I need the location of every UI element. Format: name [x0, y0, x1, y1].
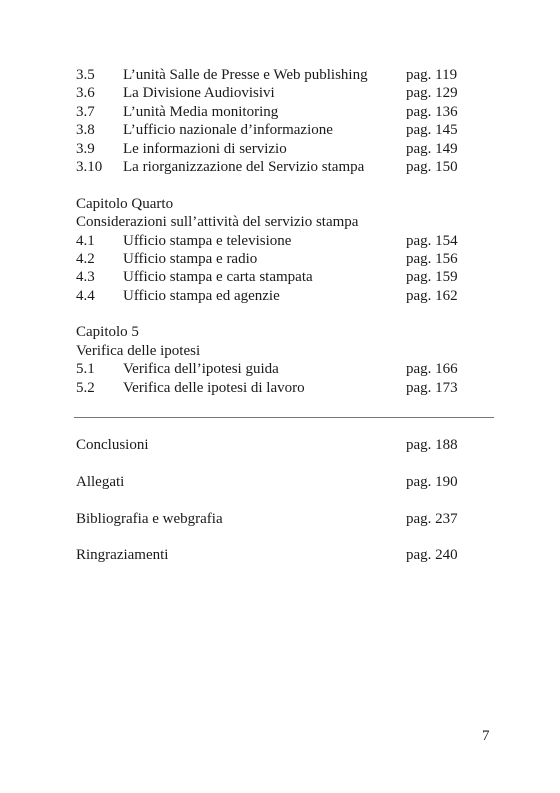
- chapter-title: Considerazioni sull’attività del servizio stampa: [76, 214, 359, 231]
- back-matter-title: Conclusioni: [76, 437, 149, 453]
- page-number: 7: [482, 728, 490, 744]
- toc-entry: [76, 103, 496, 121]
- section-number: 3.6: [76, 85, 95, 102]
- page-reference: pag. 129: [406, 85, 458, 102]
- section-number: 4.2: [76, 250, 95, 267]
- horizontal-divider: [74, 417, 494, 418]
- page-reference: pag. 145: [406, 122, 458, 139]
- toc-entry: [76, 546, 496, 583]
- table-of-contents: [76, 66, 496, 397]
- section-number: 3.10: [76, 158, 103, 175]
- section-number: 3.7: [76, 103, 95, 120]
- page-reference: pag. 188: [406, 437, 458, 453]
- toc-entry: [76, 360, 496, 378]
- page-reference: pag. 150: [406, 158, 458, 175]
- toc-entry: [76, 66, 496, 84]
- back-matter-title: Ringraziamenti: [76, 547, 169, 564]
- back-matter-title: Bibliografia e webgrafia: [76, 510, 223, 527]
- page-reference: pag. 166: [406, 361, 458, 378]
- section-title: Ufficio stampa e televisione: [123, 232, 292, 249]
- section-title: Le informazioni di servizio: [123, 140, 287, 157]
- page-reference: pag. 156: [406, 250, 458, 267]
- section-title: L’unità Media monitoring: [123, 103, 279, 120]
- section-title: Ufficio stampa ed agenzie: [123, 287, 280, 304]
- page-reference: pag. 154: [406, 232, 458, 249]
- section-title: Verifica delle ipotesi di lavoro: [123, 379, 305, 396]
- section-number: 5.1: [76, 361, 95, 378]
- toc-entry: [76, 473, 496, 510]
- section-title: L’unità Salle de Presse e Web publishing: [123, 67, 368, 83]
- section-title: La Divisione Audiovisivi: [123, 85, 275, 102]
- section-title: L’ufficio nazionale d’informazione: [123, 122, 333, 139]
- section-number: 4.4: [76, 287, 95, 304]
- toc-entry: [76, 379, 496, 397]
- back-matter-title: Allegati: [76, 473, 125, 490]
- toc-entry: [76, 121, 496, 139]
- section-number: 3.8: [76, 122, 95, 139]
- toc-entry: [76, 250, 496, 268]
- chapter-label: Capitolo 5: [76, 324, 139, 341]
- page-reference: pag. 237: [406, 510, 458, 527]
- section-number: 3.5: [76, 67, 95, 83]
- page-reference: pag. 240: [406, 547, 458, 564]
- section-title: La riorganizzazione del Servizio stampa: [123, 158, 365, 175]
- section-number: 5.2: [76, 379, 95, 396]
- toc-entry: [76, 268, 496, 286]
- toc-entry: [76, 140, 496, 158]
- toc-entry: [76, 510, 496, 547]
- page-reference: pag. 149: [406, 140, 458, 157]
- section-title: Ufficio stampa e carta stampata: [123, 269, 313, 286]
- spacer: [76, 305, 496, 323]
- section-number: 4.3: [76, 269, 95, 286]
- toc-entry: [76, 232, 496, 250]
- spacer: [76, 176, 496, 194]
- back-matter-list: [76, 436, 496, 583]
- toc-entry: [76, 84, 496, 102]
- toc-entry: [76, 287, 496, 305]
- page-reference: pag. 190: [406, 473, 458, 490]
- page-reference: pag. 119: [406, 67, 458, 83]
- chapter-title: Verifica delle ipotesi: [76, 342, 201, 359]
- section-number: 3.9: [76, 140, 95, 157]
- section-number: 4.1: [76, 232, 95, 249]
- chapter-label: Capitolo Quarto: [76, 195, 174, 212]
- section-title: Ufficio stampa e radio: [123, 250, 258, 267]
- page-reference: pag. 159: [406, 269, 458, 286]
- toc-entry: [76, 158, 496, 176]
- toc-entry: [76, 436, 496, 473]
- page-reference: pag. 136: [406, 103, 458, 120]
- page-reference: pag. 173: [406, 379, 458, 396]
- page-reference: pag. 162: [406, 287, 458, 304]
- section-title: Verifica dell’ipotesi guida: [123, 361, 279, 378]
